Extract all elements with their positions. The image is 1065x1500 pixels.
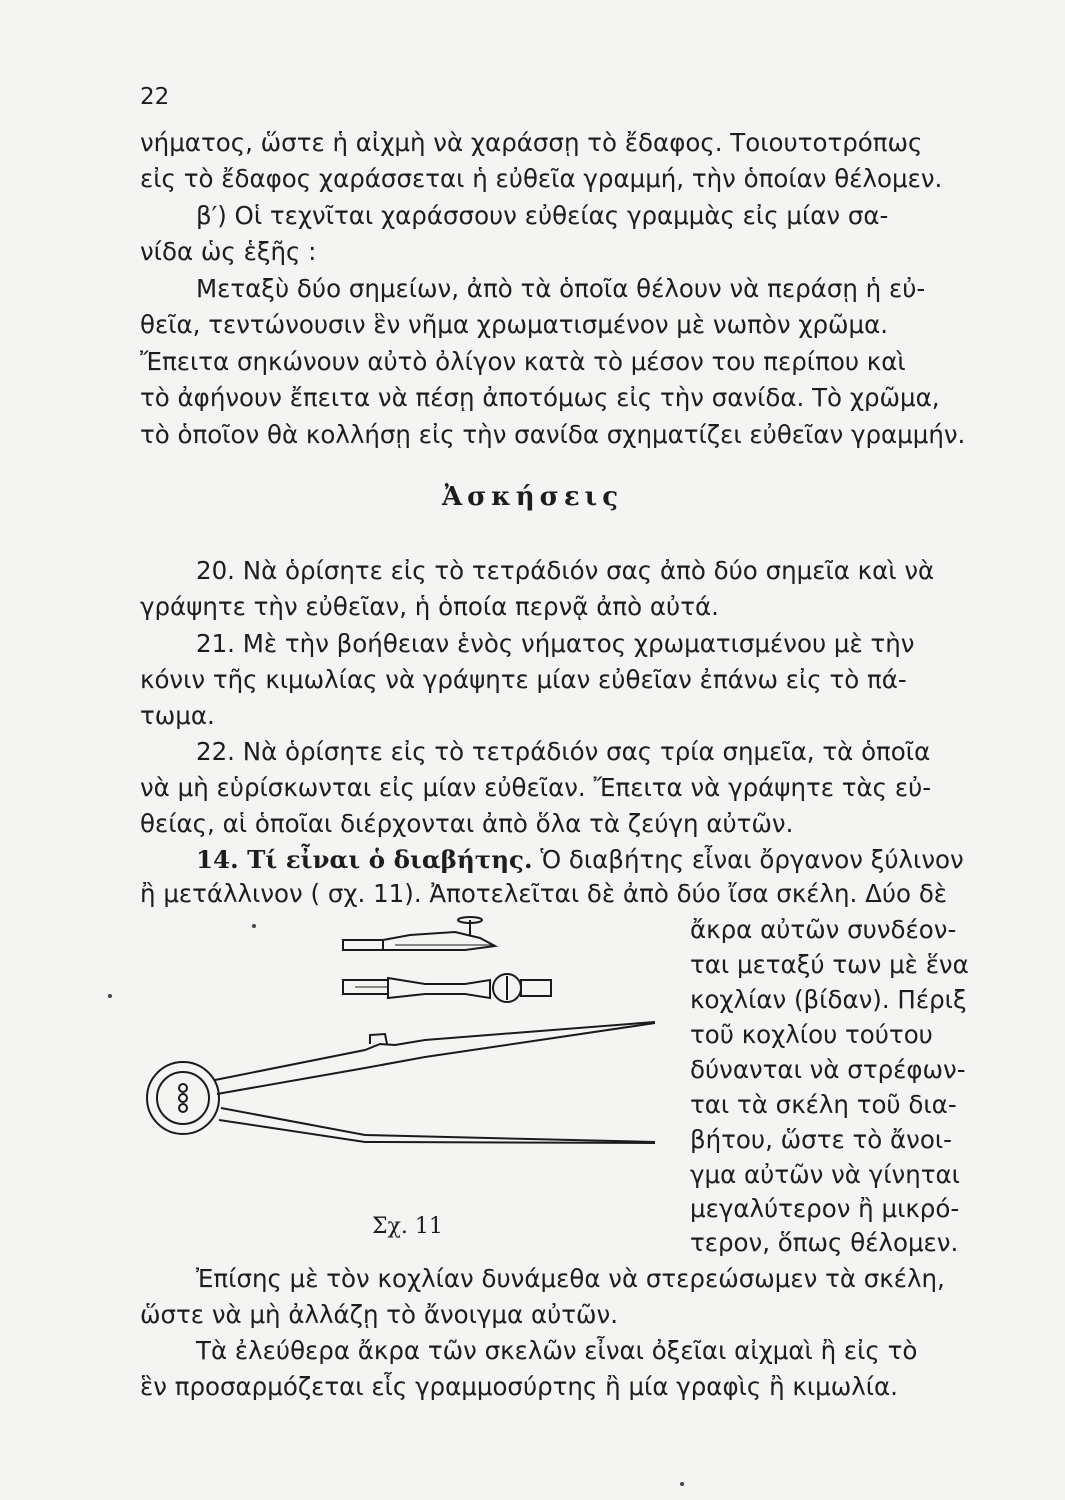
side-line: ται τὰ σκέλη τοῦ δια-: [690, 1090, 957, 1119]
compass-hinge-inner: [157, 1072, 209, 1124]
text-line: Ἔπειτα σηκώνουν αὐτὸ ὀλίγον κατὰ τὸ μέσον του περίπου καὶ: [140, 347, 906, 376]
side-line: βήτου, ὥστε τὸ ἄνοι-: [690, 1125, 952, 1154]
side-line: κοχλίαν (βίδαν). Πέριξ: [690, 985, 967, 1014]
side-line: ἄκρα αὐτῶν συνδέον-: [690, 915, 957, 944]
side-line: γμα αὐτῶν νὰ γίνηται: [690, 1160, 960, 1189]
figure-caption: Σχ. 11: [372, 1214, 443, 1239]
side-line: ται μεταξύ των μὲ ἕνα: [690, 950, 969, 979]
side-line: τερον, ὅπως θέλομεν.: [690, 1228, 959, 1257]
compass-leg-screw: [370, 1034, 387, 1044]
text-line: εἰς τὸ ἔδαφος χαράσσεται ἡ εὐθεῖα γραμμή, τὴν ὁποίαν θέλομεν.: [140, 164, 943, 193]
compass-figure: [135, 910, 675, 1150]
text-line: β′) Οἱ τεχνῖται χαράσσουν εὐθείας γραμμὰς εἰς μίαν σα-: [196, 201, 889, 230]
compass-side-view-body: [383, 932, 495, 950]
text-line: θεῖα, τεντώνουσιν ἓν νῆμα χρωματισμένον μὲ νωπὸν χρῶμα.: [140, 310, 889, 339]
exercise-line: νὰ μὴ εὑρίσκωνται εἰς μίαν εὐθεῖαν. Ἔπειτα νὰ γράψητε τὰς εὐ-: [140, 773, 932, 802]
text-line: ὥστε νὰ μὴ ἀλλάζῃ τὸ ἄνοιγμα αὐτῶν.: [140, 1300, 619, 1329]
print-speck: [680, 1482, 684, 1486]
side-line: δύνανται νὰ στρέφων-: [690, 1055, 966, 1084]
compass-top-view-body: [388, 978, 490, 998]
section-title: 14. Τί εἶναι ὁ διαβήτης.: [196, 845, 533, 874]
exercise-line: γράψητε τὴν εὐθεῖαν, ἡ ὁποία περνᾷ ἀπὸ αὐτά.: [140, 592, 719, 621]
text-line: τὸ ὁποῖον θὰ κολλήσῃ εἰς τὴν σανίδα σχηματίζει εὐθεῖαν γραμμήν.: [140, 420, 966, 449]
compass-side-view-grip: [343, 940, 383, 950]
exercise-line: θείας, αἱ ὁποῖαι διέρχονται ἀπὸ ὅλα τὰ ζεύγη αὐτῶν.: [140, 809, 794, 838]
exercise-line: 20. Νὰ ὁρίσητε εἰς τὸ τετράδιόν σας ἀπὸ δύο σημεῖα καὶ νὰ: [196, 556, 935, 585]
text-line: νήματος, ὥστε ἡ αἰχμὴ νὰ χαράσσῃ τὸ ἔδαφος. Τοιουτοτρόπως: [140, 128, 923, 157]
exercise-line: 22. Νὰ ὁρίσητε εἰς τὸ τετράδιόν σας τρία σημεῖα, τὰ ὁποῖα: [196, 737, 931, 766]
text-line: Τὰ ἐλεύθερα ἄκρα τῶν σκελῶν εἶναι ὀξεῖαι αἰχμαὶ ἢ εἰς τὸ: [196, 1336, 918, 1365]
section-first-line: [196, 845, 964, 875]
text-line: Μεταξὺ δύο σημείων, ἀπὸ τὰ ὁποῖα θέλουν νὰ περάσῃ ἡ εὐ-: [196, 274, 926, 303]
print-speck: [252, 924, 256, 928]
side-line: μεγαλύτερον ἢ μικρό-: [690, 1194, 960, 1223]
compass-lower-leg: [221, 1108, 655, 1142]
print-speck: [108, 994, 112, 998]
text-line: Ἐπίσης μὲ τὸν κοχλίαν δυνάμεθα νὰ στερεώσωμεν τὰ σκέλη,: [196, 1264, 945, 1293]
text-line: τὸ ἀφήνουν ἔπειτα νὰ πέσῃ ἀποτόμως εἰς τὴν σανίδα. Τὸ χρῶμα,: [140, 383, 940, 412]
exercises-heading: Ἀσκήσεις: [441, 482, 624, 512]
text-line: νίδα ὡς ἑξῆς :: [140, 237, 317, 266]
exercise-line: 21. Μὲ τὴν βοήθειαν ἑνὸς νήματος χρωματισμένου μὲ τὴν: [196, 629, 915, 658]
compass-upper-leg: [215, 1022, 655, 1080]
exercise-line: κόνιν τῆς κιμωλίας νὰ γράψητε μίαν εὐθεῖαν ἐπάνω εἰς τὸ πά-: [140, 665, 907, 694]
section-first-line-text: Ὁ διαβήτης εἶναι ὄργανον ξύλινον: [540, 845, 964, 874]
page-number: 22: [140, 84, 170, 110]
exercise-line: τωμα.: [140, 701, 215, 730]
text-line: ἢ μετάλλινον ( σχ. 11). Ἀποτελεῖται δὲ ἀπὸ δύο ἴσα σκέλη. Δύο δὲ: [140, 879, 948, 908]
side-line: τοῦ κοχλίου τούτου: [690, 1020, 933, 1049]
text-line: ἓν προσαρμόζεται εἷς γραμμοσύρτης ἢ μία γραφὶς ἢ κιμωλία.: [140, 1372, 898, 1401]
